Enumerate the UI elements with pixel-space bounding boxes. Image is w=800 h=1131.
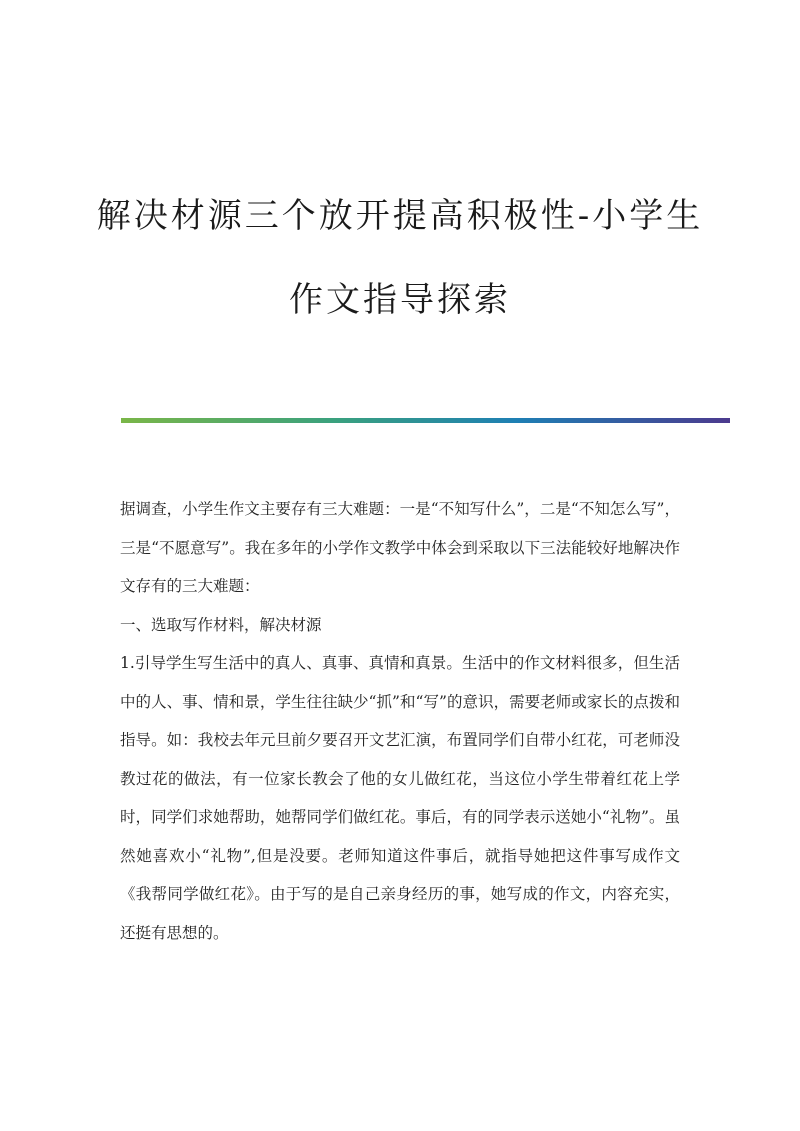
section-paragraph-1: 1.引导学生写生活中的真人、真事、真情和真景。生活中的作文材料很多，但生活中的人、事、情和景，学生往往缺少“抓”和“写”的意识，需要老师或家长的点拨和指导。如：我校去年元旦前夕要召开文艺汇演，布置同学们自带小红花，可老师没教过花的做法，有一位家长教会了他的女儿做红花，当这位小学生带着红花上学时，同学们求她帮助，她帮同学们做红花。事后，有的同学表示送她小“礼物”。虽然她喜欢小“礼物”,但是没要。老师知道这件事后，就指导她把这件事写成作文《我帮同学做红花》。由于写的是自己亲身经历的事，她写成的作文，内容充实，还挺有思想的。: [120, 654, 680, 942]
gradient-divider: [121, 418, 730, 423]
section-heading-1: 一、选取写作材料，解决材源: [120, 615, 322, 634]
document-title-line-2: 作文指导探索: [289, 280, 511, 320]
intro-paragraph: 据调查，小学生作文主要存有三大难题：一是“不知写什么”，二是“不知怎么写”，三是“不愿意写”。我在多年的小学作文教学中体会到采取以下三法能较好地解决作文存有的三大难题：: [120, 500, 680, 595]
document-body: [120, 490, 680, 952]
document-title-line-1: 解决材源三个放开提高积极性-小学生: [96, 196, 704, 236]
